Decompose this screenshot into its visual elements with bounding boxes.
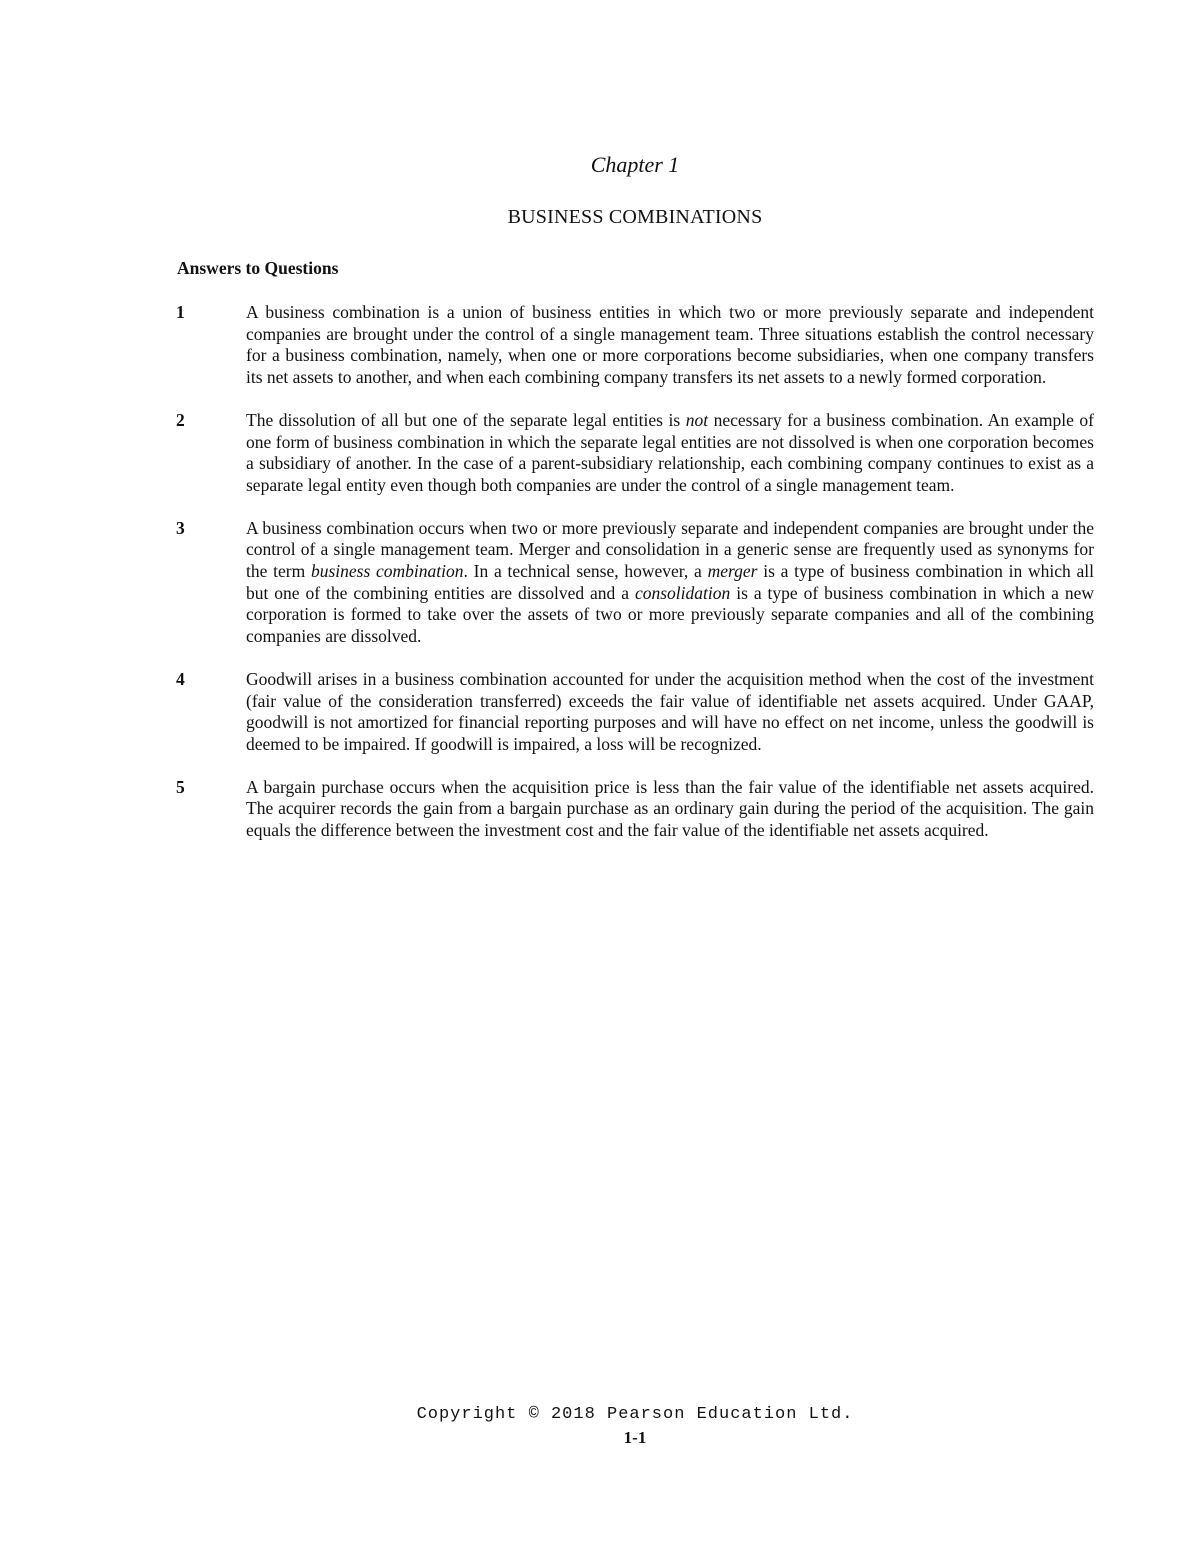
answer-text-emphasis: business combination: [310, 561, 464, 582]
answer-text: [246, 518, 1094, 648]
answer-item: [176, 410, 1094, 497]
answer-item: [176, 302, 1094, 389]
section-heading: Answers to Questions: [177, 258, 339, 278]
answer-item: [176, 518, 1094, 648]
answer-text-segment: A business combination occurs when two or more previously separate and independent companies are brought under the control of a single management team. Merger and consolidation in a generic sense are frequently used as synonyms for the term: [246, 517, 1094, 582]
page-footer: [0, 1405, 1200, 1448]
page-title: BUSINESS COMBINATIONS: [507, 206, 763, 228]
answer-number: 1: [176, 302, 185, 322]
answer-text-segment: A bargain purchase occurs when the acquisition price is less than the fair value of the identifiable net assets acquired. The acquirer records the gain from a bargain purchase as an ordinary gain during the period of the acquisition. The gain equals the difference between the investment cost and the fair value of the identifiable net assets acquired.: [246, 776, 1094, 841]
answer-text-segment: A business combination is a union of business entities in which two or more previously separate and independent companies are brought under the control of a single management team. Three situations establish the control necessary for a business combination, namely, when one or more corporations become subsidiaries, when one company transfers its net assets to another, and when each combining company transfers its net assets to a newly formed corporation.: [246, 302, 1094, 388]
answer-text: [246, 410, 1094, 497]
chapter-label: Chapter 1: [590, 152, 680, 177]
answer-item: [176, 669, 1094, 756]
answer-number: 2: [176, 409, 185, 430]
answer-text: [246, 669, 1094, 756]
copyright-notice: Copyright © 2018 Pearson Education Ltd.: [416, 1405, 854, 1424]
answer-text: [246, 777, 1094, 842]
answer-text-segment: Goodwill arises in a business combination accounted for under the acquisition method when the cost of the investment (fair value of the consideration transferred) exceeds the fair value of identifiable net assets acquired. Under GAAP, goodwill is not amortized for financial reporting purposes and will have no effect on net income, unless the goodwill is deemed to be impaired. If goodwill is impaired, a loss will be recognized.: [246, 668, 1094, 754]
answer-text-emphasis: not: [685, 409, 709, 430]
answer-text-segment: necessary for a business combination. An example of one form of business combination in which the separate legal entities are not dissolved is when one corporation becomes a subsidiary of another. In the case of a parent-subsidiary relationship, each combining company continues to exist as a separate legal entity even though both companies are under the control of a single management team.: [246, 409, 1094, 495]
answer-text-emphasis: merger: [707, 561, 758, 582]
answers-list: [176, 302, 1094, 863]
answer-number: 3: [176, 517, 185, 538]
answer-text-segment: The dissolution of all but one of the separate legal entities is: [246, 409, 686, 430]
page-number: 1-1: [623, 1428, 647, 1447]
answer-number: 4: [176, 668, 185, 689]
answer-item: [176, 777, 1094, 842]
answer-text-segment: is a type of business combination in which a new corporation is formed to take over the assets of two or more previously separate companies and all of the combining companies are dissolved.: [246, 582, 1094, 647]
answer-text: [246, 302, 1094, 389]
answer-text-emphasis: consolidation: [634, 582, 731, 603]
answer-number: 5: [176, 776, 185, 797]
answer-text-segment: . In a technical sense, however, a: [463, 561, 708, 582]
answer-text-segment: is a type of business combination in which all but one of the combining entities are dissolved and a: [246, 561, 1095, 603]
